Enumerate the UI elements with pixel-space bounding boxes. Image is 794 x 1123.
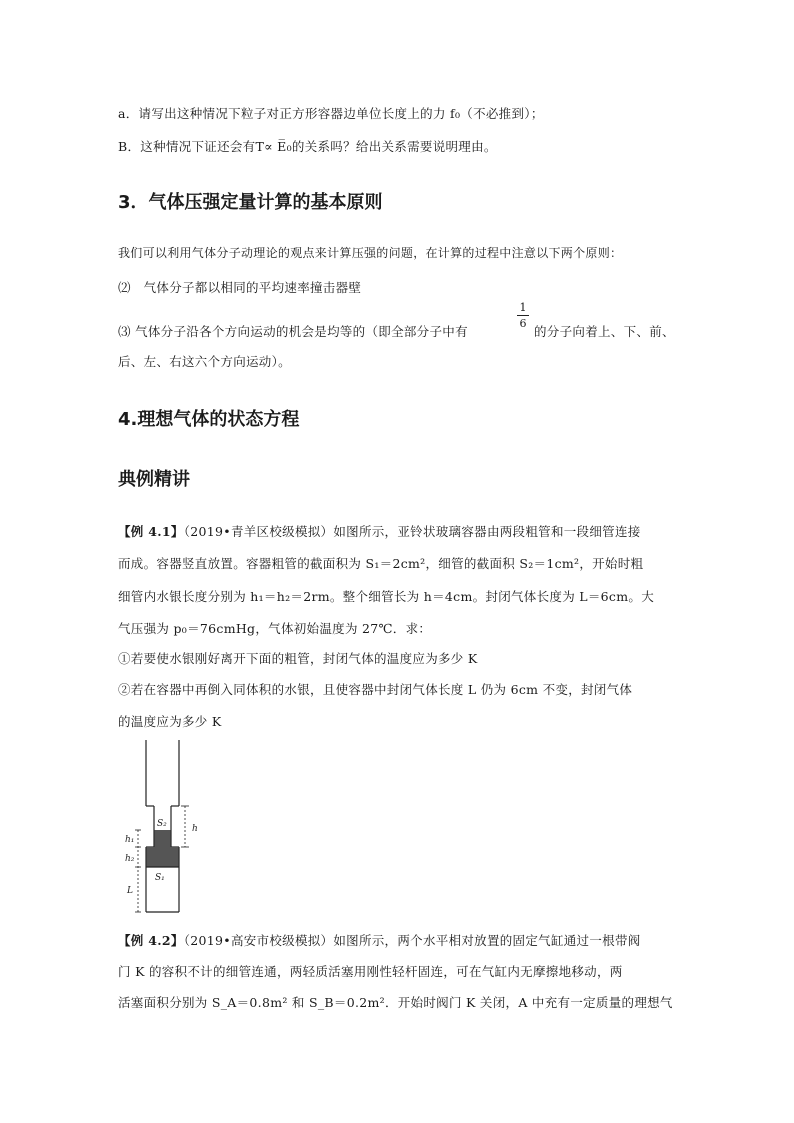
label-L: L [127, 886, 133, 896]
section-4-heading: 4.理想气体的状态方程 [118, 409, 300, 430]
example-4-1-tag: 【例 4.1】 [118, 524, 184, 539]
section-3-heading: 3．气体压强定量计算的基本原则 [118, 192, 383, 213]
example-4-1-line-3: 细管内水银长度分别为 h₁＝h₂＝2rm。整个细管长为 h＝4cm。封闭气体长度为 L＝6cm。大 [118, 589, 654, 604]
example-4-1-line-7: 的温度应为多少 K [118, 714, 222, 729]
fraction-numerator: 1 [519, 301, 527, 314]
principle-3-part-a: ⑶ 气体分子沿各个方向运动的机会是均等的（即全部分子中有 [118, 324, 468, 339]
example-4-1-line-1: 【例 4.1】（2019•青羊区校级模拟）如图所示，亚铃状玻璃容器由两段粗管和一段细管连接 [118, 524, 641, 539]
examples-heading: 典例精讲 [118, 469, 190, 490]
question-a: a．请写出这种情况下粒子对正方形容器边单位长度上的力 f₀（不必推到）； [118, 106, 544, 121]
mercury-thin-section [155, 830, 171, 847]
example-4-2-line-2: 门 K 的容积不计的细管连通，两轻质活塞用刚性轻杆固连，可在气缸内无摩擦地移动，两 [118, 964, 623, 979]
label-h1: h₁ [125, 835, 135, 845]
example-4-2-line-3: 活塞面积分别为 S_A＝0.8m² 和 S_B＝0.2m²．开始时阀门 K 关闭，A 中充有一定质量的理想气 [118, 995, 673, 1010]
example-4-1-line-4: 气压强为 p₀＝76cmHg，气体初始温度为 27℃．求： [118, 621, 432, 636]
fraction-bar [517, 315, 529, 316]
principle-2: ⑵ 气体分子都以相同的平均速率撞击器壁 [118, 280, 362, 295]
example-4-1-question-1: ①若要使水银刚好离开下面的粗管，封闭气体的温度应为多少 K [118, 651, 478, 666]
dumbbell-container-figure [125, 740, 223, 915]
example-4-2-line-1: 【例 4.2】（2019•高安市校级模拟）如图所示，两个水平相对放置的固定气缸通过一根带阀 [118, 933, 641, 948]
example-4-1-question-2: ②若在容器中再倒入同体积的水银，且使容器中封闭气体长度 L 仍为 6cm 不变，封闭气体 [118, 682, 633, 697]
principle-3-part-c: 后、左、右这六个方向运动）。 [118, 354, 291, 369]
example-4-1-line-2: 而成。容器竖直放置。容器粗管的截面积为 S₁＝2cm²，细管的截面积 S₂＝1cm²，开始时粗 [118, 556, 644, 571]
one-sixth-fraction [517, 301, 529, 330]
question-b: B．这种情况下证还会有T∝ E̅₀的关系吗？给出关系需要说明理由。 [118, 139, 497, 154]
fraction-denominator: 6 [519, 317, 527, 330]
paragraph-intro: 我们可以利用气体分子动理论的观点来计算压强的问题，在计算的过程中注意以下两个原则： [118, 246, 623, 260]
example-4-2-tag: 【例 4.2】 [118, 933, 184, 948]
label-h: h [192, 824, 198, 834]
principle-3-part-b: 的分子向着上、下、前、 [534, 324, 675, 339]
label-s1: S₁ [155, 873, 165, 883]
mercury-thick-section [147, 847, 179, 867]
label-s2: S₂ [157, 819, 167, 829]
label-h2: h₂ [125, 854, 135, 864]
